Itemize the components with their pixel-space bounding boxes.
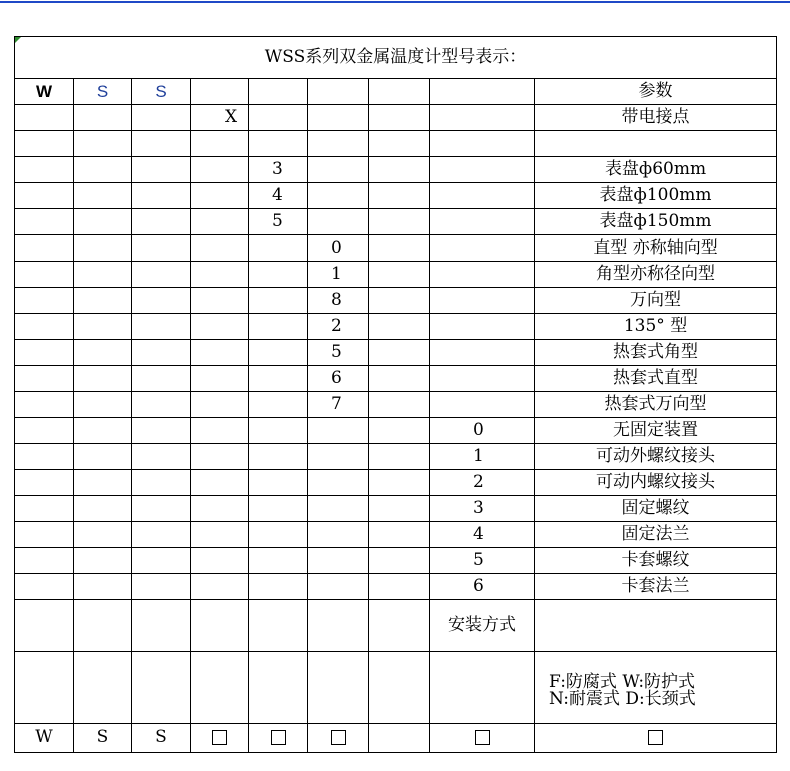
structure-code: 8: [308, 287, 369, 313]
table-row: [15, 235, 777, 261]
table-row: [15, 496, 777, 522]
placeholder-box: [648, 730, 663, 745]
mounting-code: 4: [430, 522, 535, 548]
mounting-code: 0: [430, 417, 535, 443]
table-row: [15, 391, 777, 417]
mounting-code: 1: [430, 443, 535, 469]
mounting-label: 可动外螺纹接头: [535, 443, 777, 469]
table-title: WSS系列双金属温度计型号表示：: [264, 47, 527, 68]
placeholder-box: [212, 730, 227, 745]
notes-line-2: N:耐震式 D:长颈式: [549, 689, 696, 710]
structure-label: 万向型: [535, 287, 777, 313]
install-row: [15, 600, 777, 651]
structure-code: 2: [308, 313, 369, 339]
structure-label: 热套式万向型: [535, 391, 777, 417]
placeholder-box: [271, 730, 286, 745]
table-row: [15, 105, 777, 131]
mounting-code: 6: [430, 574, 535, 600]
footer-s1: S: [74, 723, 132, 752]
table-row: [15, 209, 777, 235]
notes-line-1: F:防腐式 W:防护式: [549, 672, 696, 693]
footer-w: W: [15, 723, 74, 752]
table-title-cell: [15, 37, 777, 79]
mounting-label: 无固定装置: [535, 417, 777, 443]
structure-code: 0: [308, 235, 369, 261]
mounting-code: 3: [430, 496, 535, 522]
structure-code: 5: [308, 339, 369, 365]
structure-code: 7: [308, 391, 369, 417]
table-row: [15, 548, 777, 574]
placeholder-box: [475, 730, 490, 745]
table-row: [15, 443, 777, 469]
table-row: [15, 261, 777, 287]
dial-code: 5: [249, 209, 308, 235]
dial-label: 表盘ф60mm: [535, 157, 777, 183]
table-row: [15, 574, 777, 600]
structure-label: 热套式直型: [535, 365, 777, 391]
model-spec-table: [14, 36, 777, 753]
header-s1: S: [74, 79, 132, 105]
mounting-code: 2: [430, 470, 535, 496]
notes-cell: [535, 651, 777, 723]
header-s2: S: [132, 79, 191, 105]
mounting-code: 5: [430, 548, 535, 574]
dial-label: 表盘ф100mm: [535, 183, 777, 209]
footer-row: [15, 723, 777, 752]
dial-label: 表盘ф150mm: [535, 209, 777, 235]
header-w: W: [15, 79, 74, 105]
contact-code: X: [191, 105, 249, 131]
mounting-label: 卡套螺纹: [535, 548, 777, 574]
mounting-label: 卡套法兰: [535, 574, 777, 600]
top-accent-line: [0, 1, 790, 3]
structure-code: 1: [308, 261, 369, 287]
structure-label: 135° 型: [535, 313, 777, 339]
mounting-label: 固定螺纹: [535, 496, 777, 522]
table-row: [15, 313, 777, 339]
structure-label: 直型 亦称轴向型: [535, 235, 777, 261]
table-row: [15, 470, 777, 496]
table-row: [15, 522, 777, 548]
structure-label: 角型亦称径向型: [535, 261, 777, 287]
cell-corner-marker: [15, 37, 21, 43]
mounting-label: 可动内螺纹接头: [535, 470, 777, 496]
table-row: [15, 339, 777, 365]
dial-code: 3: [249, 157, 308, 183]
table-row-blank: [15, 131, 777, 157]
table-row: [15, 157, 777, 183]
header-row: [15, 79, 777, 105]
table-row: [15, 365, 777, 391]
header-param: 参数: [535, 79, 777, 105]
placeholder-box: [331, 730, 346, 745]
structure-code: 6: [308, 365, 369, 391]
table-row: [15, 287, 777, 313]
notes-row: [15, 651, 777, 723]
dial-code: 4: [249, 183, 308, 209]
structure-label: 热套式角型: [535, 339, 777, 365]
mounting-label: 固定法兰: [535, 522, 777, 548]
install-label: 安装方式: [430, 600, 535, 651]
footer-s2: S: [132, 723, 191, 752]
title-row: [15, 37, 777, 79]
table-row: [15, 183, 777, 209]
table-row: [15, 417, 777, 443]
contact-label: 带电接点: [535, 105, 777, 131]
